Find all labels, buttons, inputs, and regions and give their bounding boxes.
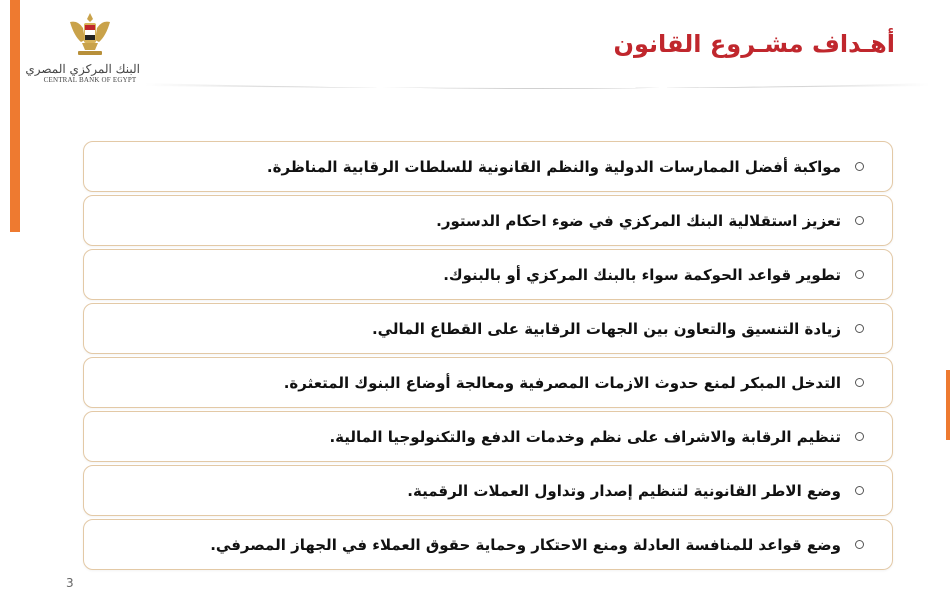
list-item-text: تنظيم الرقابة والاشراف على نظم وخدمات الدفع والتكنولوجيا المالية.	[329, 427, 841, 446]
list-item	[83, 465, 893, 516]
list-item	[83, 357, 893, 408]
list-item-text: مواكبة أفضل الممارسات الدولية والنظم القانونية للسلطات الرقابية المناظرة.	[266, 157, 841, 176]
bullet-circle-icon	[855, 216, 864, 225]
bullet-circle-icon	[855, 324, 864, 333]
left-accent-bar	[10, 0, 20, 232]
slide-title: أهـداف مشـروع القانون	[613, 30, 895, 58]
list-item-text: وضع قواعد للمنافسة العادلة ومنع الاحتكار وحماية حقوق العملاء في الجهاز المصرفي.	[210, 535, 841, 554]
eagle-emblem-icon	[68, 10, 112, 60]
list-item-text: تطوير قواعد الحوكمة سواء بالبنك المركزي أو بالبنوك.	[443, 265, 841, 284]
title-underline	[145, 80, 930, 92]
list-item	[83, 249, 893, 300]
list-item-text: التدخل المبكر لمنع حدوث الازمات المصرفية ومعالجة أوضاع البنوك المتعثرة.	[283, 373, 841, 392]
bullet-circle-icon	[855, 270, 864, 279]
bullet-circle-icon	[855, 378, 864, 387]
list-item	[83, 519, 893, 570]
bullet-circle-icon	[855, 540, 864, 549]
list-item	[83, 411, 893, 462]
list-item-text: تعزيز استقلالية البنك المركزي في ضوء احكام الدستور.	[436, 211, 841, 230]
logo-english-name: CENTRAL BANK OF EGYPT	[43, 76, 137, 84]
list-item	[83, 303, 893, 354]
page-number: 3	[66, 576, 74, 590]
list-item	[83, 141, 893, 192]
objectives-list	[83, 141, 893, 573]
list-item	[83, 195, 893, 246]
central-bank-logo	[25, 10, 140, 95]
list-item-text: زيادة التنسيق والتعاون بين الجهات الرقابية على القطاع المالي.	[371, 319, 841, 338]
list-item-text: وضع الاطر القانونية لتنظيم إصدار وتداول العملات الرقمية.	[407, 481, 841, 500]
right-accent-bar	[946, 370, 950, 440]
logo-arabic-name: البنك المركزي المصري	[25, 62, 140, 76]
bullet-circle-icon	[855, 162, 864, 171]
bullet-circle-icon	[855, 486, 864, 495]
bullet-circle-icon	[855, 432, 864, 441]
